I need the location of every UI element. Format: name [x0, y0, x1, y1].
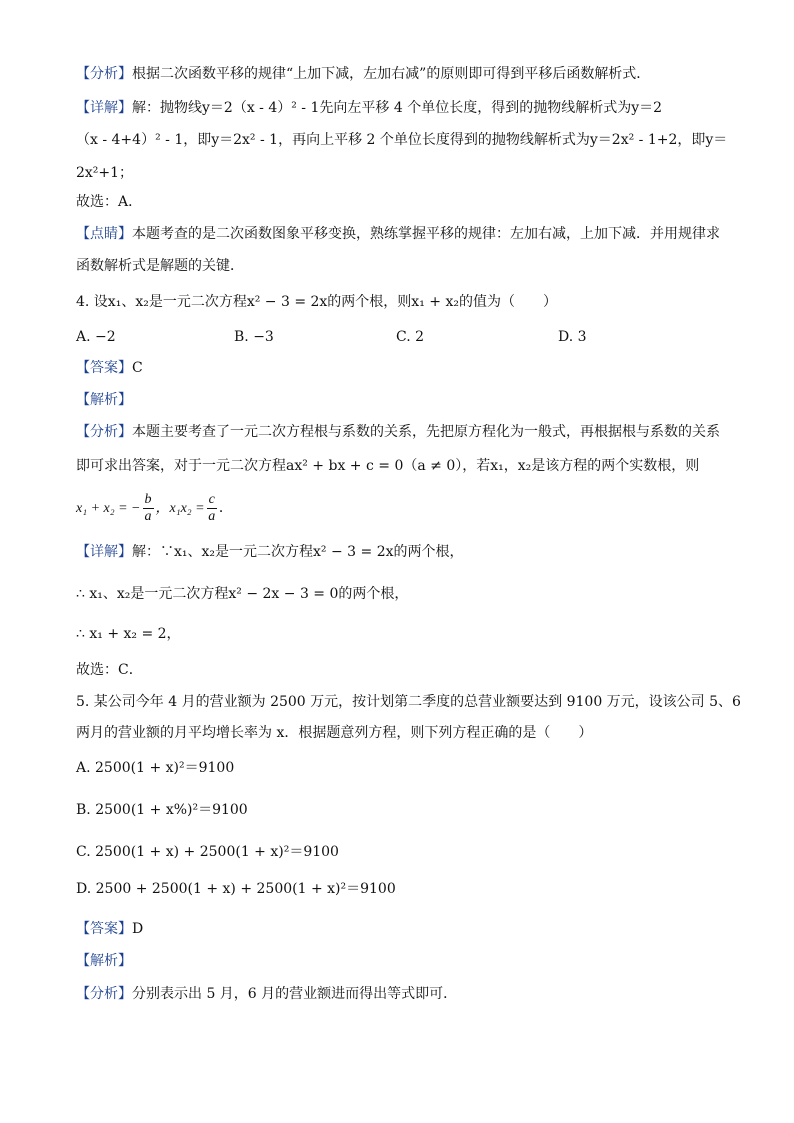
q5-option-b: B. 2500(1 + x%)²＝9100 — [76, 802, 248, 818]
detail-tag: 【详解】 — [76, 100, 132, 116]
q3-analysis — [76, 64, 650, 84]
solution-tag: 【解析】 — [76, 392, 132, 408]
analysis-tag: 【分析】 — [76, 986, 132, 1002]
q3-detail-line-1 — [76, 98, 662, 118]
analysis-text: 分别表示出 5 月，6 月的营业额进而得出等式即可． — [132, 986, 458, 1002]
q4-solution-tag — [76, 390, 132, 410]
q4-analysis-line-1 — [76, 422, 720, 442]
analysis-tag: 【分析】 — [76, 424, 132, 440]
q5-analysis — [76, 984, 457, 1004]
q5-option-a: A. 2500(1 + x)²＝9100 — [76, 760, 235, 776]
comment-text: 本题考查的是二次函数图象平移变换，熟练掌握平移的规律：左加右减，上加下减．并用规律求 — [132, 226, 720, 242]
q4-stem: 4. 设x₁、x₂是一元二次方程x² − 3 = 2x的两个根，则x₁ + x₂的值为（ ） — [76, 294, 557, 310]
detail-text: 解：∵x₁、x₂是一元二次方程x² − 3 = 2x的两个根， — [132, 544, 464, 560]
q5-answer — [76, 919, 143, 939]
answer-tag: 【答案】 — [76, 921, 132, 937]
q4-detail-line-1 — [76, 542, 464, 562]
q4-choice: 故选：C． — [76, 662, 143, 678]
q3-detail-line-3: 2x²+1； — [76, 165, 134, 181]
formula-end: ． — [218, 500, 233, 516]
fraction-b-over-a — [143, 492, 154, 525]
q4-option-b: B. −3 — [234, 329, 274, 345]
q5-stem-line-1: 5. 某公司今年 4 月的营业额为 2500 万元，按计划第二季度的总营业额要达到 9100 万元，设该公司 5、6 — [76, 694, 741, 710]
answer-tag: 【答案】 — [76, 360, 132, 376]
q3-choice: 故选：A． — [76, 194, 143, 210]
q4-answer — [76, 358, 143, 378]
detail-tag: 【详解】 — [76, 544, 132, 560]
q5-option-d: D. 2500 + 2500(1 + x) + 2500(1 + x)²＝9100 — [76, 881, 396, 897]
q5-solution-tag — [76, 951, 132, 971]
q3-detail-line-2: （x - 4+4）² - 1，即y＝2x² - 1，再向上平移 2 个单位长度得到的抛物线解析式为y＝2x² - 1+2，即y＝ — [76, 132, 728, 148]
answer-value: C — [132, 360, 143, 376]
q4-detail-line-2: ∴ x₁、x₂是一元二次方程x² − 2x − 3 = 0的两个根， — [76, 586, 409, 602]
analysis-text: 本题主要考查了一元二次方程根与系数的关系，先把原方程化为一般式，再根据根与系数的关系 — [132, 424, 720, 440]
q5-stem-line-2: 两月的营业额的月平均增长率为 x．根据题意列方程，则下列方程正确的是（ ） — [76, 725, 593, 741]
fraction-numerator: b — [144, 491, 152, 507]
fraction-denominator: a — [208, 508, 216, 524]
q4-analysis-line-2: 即可求出答案，对于一元二次方程ax² + bx + c = 0（a ≠ 0），若x₁，x₂是该方程的两个实数根，则 — [76, 458, 700, 474]
q4-option-d: D. 3 — [558, 329, 587, 345]
q5-option-c: C. 2500(1 + x) + 2500(1 + x)²＝9100 — [76, 844, 339, 860]
q4-detail-line-3: ∴ x₁ + x₂ = 2， — [76, 626, 181, 642]
vieta-formula — [76, 490, 233, 527]
fraction-numerator: c — [208, 491, 215, 507]
q4-option-c: C. 2 — [396, 329, 425, 345]
formula-sum: x₁ + x₂ = − — [76, 501, 141, 516]
q4-option-a: A. −2 — [76, 329, 116, 345]
solution-tag: 【解析】 — [76, 953, 132, 969]
analysis-tag: 【分析】 — [76, 66, 132, 82]
detail-text: 解：抛物线y＝2（x - 4）² - 1先向左平移 4 个单位长度，得到的抛物线解析式为y＝2 — [132, 100, 663, 116]
comment-tag: 【点睛】 — [76, 226, 132, 242]
q3-comment-line-1 — [76, 224, 720, 244]
formula-product: ，x₁x₂ = — [155, 501, 205, 516]
analysis-text: 根据二次函数平移的规律“上加下减，左加右减”的原则即可得到平移后函数解析式． — [132, 66, 651, 82]
answer-value: D — [132, 921, 144, 937]
fraction-denominator: a — [144, 508, 152, 524]
fraction-c-over-a — [207, 492, 217, 525]
q3-comment-line-2: 函数解析式是解题的关键． — [76, 258, 244, 274]
